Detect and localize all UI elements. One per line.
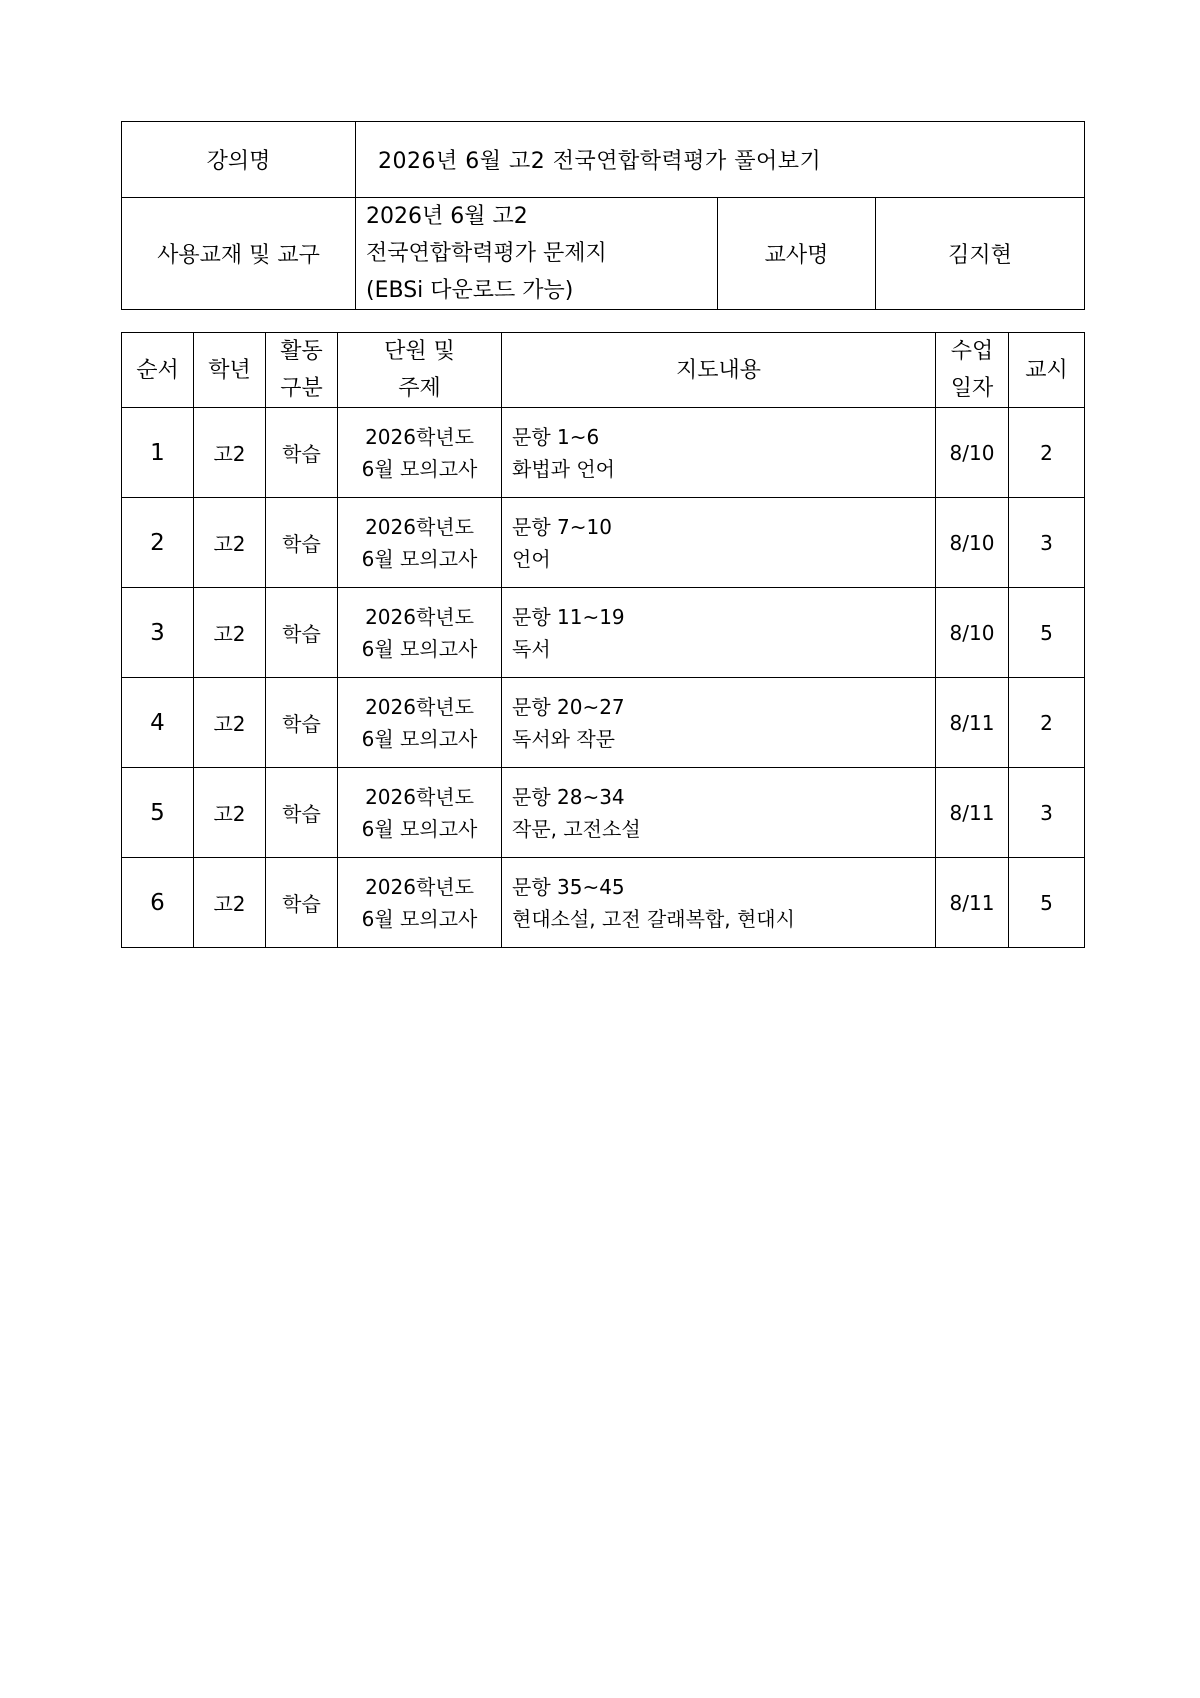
row-date: 8/10 (936, 498, 1009, 588)
unit-line: 2026학년도 (365, 874, 474, 899)
table-row (122, 408, 1085, 498)
row-date: 8/10 (936, 408, 1009, 498)
content-line: 문항 7~10 (512, 514, 612, 539)
row-date: 8/11 (936, 768, 1009, 858)
table-row (122, 498, 1085, 588)
lesson-plan-table (121, 332, 1085, 948)
row-unit (338, 858, 502, 948)
row-period: 3 (1009, 768, 1085, 858)
row-activity: 학습 (266, 498, 338, 588)
row-period: 2 (1009, 678, 1085, 768)
unit-line: 6월 모의고사 (361, 636, 478, 661)
row-order: 3 (122, 588, 194, 678)
textbook-line: (EBSi 다운로드 가능) (366, 278, 574, 303)
unit-line: 2026학년도 (365, 604, 474, 629)
unit-line: 6월 모의고사 (361, 546, 478, 571)
unit-line: 6월 모의고사 (361, 816, 478, 841)
header-line: 활동 (280, 339, 323, 364)
table-row (122, 768, 1085, 858)
header-line: 일자 (950, 376, 994, 401)
table-row (122, 858, 1085, 948)
row-period: 2 (1009, 408, 1085, 498)
row-order: 6 (122, 858, 194, 948)
content-line: 문항 1~6 (512, 424, 600, 449)
content-line: 문항 20~27 (512, 694, 625, 719)
row-content (502, 588, 936, 678)
row-activity: 학습 (266, 678, 338, 768)
lecture-label: 강의명 (122, 122, 356, 198)
unit-line: 6월 모의고사 (361, 726, 478, 751)
row-unit (338, 588, 502, 678)
header-line: 주제 (398, 376, 441, 401)
row-activity: 학습 (266, 408, 338, 498)
content-line: 독서 (512, 636, 551, 661)
row-grade: 고2 (194, 768, 266, 858)
row-date: 8/11 (936, 858, 1009, 948)
header-order: 순서 (122, 333, 194, 408)
row-period: 5 (1009, 858, 1085, 948)
row-order: 2 (122, 498, 194, 588)
header-line: 구분 (280, 376, 323, 401)
lecture-info-table (121, 121, 1085, 310)
unit-line: 2026학년도 (365, 424, 474, 449)
content-line: 독서와 작문 (512, 726, 615, 751)
row-period: 5 (1009, 588, 1085, 678)
content-line: 문항 28~34 (512, 784, 625, 809)
header-period: 교시 (1009, 333, 1085, 408)
row-content (502, 408, 936, 498)
table-row (122, 678, 1085, 768)
textbook-line: 전국연합학력평가 문제지 (366, 241, 607, 266)
row-unit (338, 768, 502, 858)
content-line: 현대소설, 고전 갈래복합, 현대시 (512, 906, 795, 931)
row-period: 3 (1009, 498, 1085, 588)
row-order: 5 (122, 768, 194, 858)
row-order: 4 (122, 678, 194, 768)
textbook-label: 사용교재 및 교구 (122, 198, 356, 310)
row-activity: 학습 (266, 858, 338, 948)
row-grade: 고2 (194, 858, 266, 948)
textbook-value (356, 198, 718, 310)
header-row (122, 333, 1085, 408)
row-grade: 고2 (194, 678, 266, 768)
row-date: 8/11 (936, 678, 1009, 768)
row-unit (338, 678, 502, 768)
row-content (502, 768, 936, 858)
teacher-name: 김지현 (876, 198, 1085, 310)
header-content: 지도내용 (502, 333, 936, 408)
row-unit (338, 408, 502, 498)
row-grade: 고2 (194, 588, 266, 678)
header-line: 수업 (950, 339, 994, 364)
header-activity (266, 333, 338, 408)
content-line: 작문, 고전소설 (512, 816, 641, 841)
header-date (936, 333, 1009, 408)
teacher-label: 교사명 (718, 198, 876, 310)
unit-line: 6월 모의고사 (361, 456, 478, 481)
header-line: 단원 및 (384, 339, 455, 364)
row-activity: 학습 (266, 588, 338, 678)
row-date: 8/10 (936, 588, 1009, 678)
unit-line: 2026학년도 (365, 784, 474, 809)
textbook-line: 2026년 6월 고2 (366, 204, 528, 229)
content-line: 언어 (512, 546, 551, 571)
row-unit (338, 498, 502, 588)
row-grade: 고2 (194, 408, 266, 498)
lecture-title: 2026년 6월 고2 전국연합학력평가 풀어보기 (356, 122, 1085, 198)
header-grade: 학년 (194, 333, 266, 408)
row-content (502, 858, 936, 948)
row-activity: 학습 (266, 768, 338, 858)
unit-line: 6월 모의고사 (361, 906, 478, 931)
table-row (122, 588, 1085, 678)
row-content (502, 498, 936, 588)
content-line: 화법과 언어 (512, 456, 615, 481)
unit-line: 2026학년도 (365, 694, 474, 719)
unit-line: 2026학년도 (365, 514, 474, 539)
row-content (502, 678, 936, 768)
header-unit (338, 333, 502, 408)
row-grade: 고2 (194, 498, 266, 588)
row-order: 1 (122, 408, 194, 498)
content-line: 문항 35~45 (512, 874, 625, 899)
content-line: 문항 11~19 (512, 604, 625, 629)
